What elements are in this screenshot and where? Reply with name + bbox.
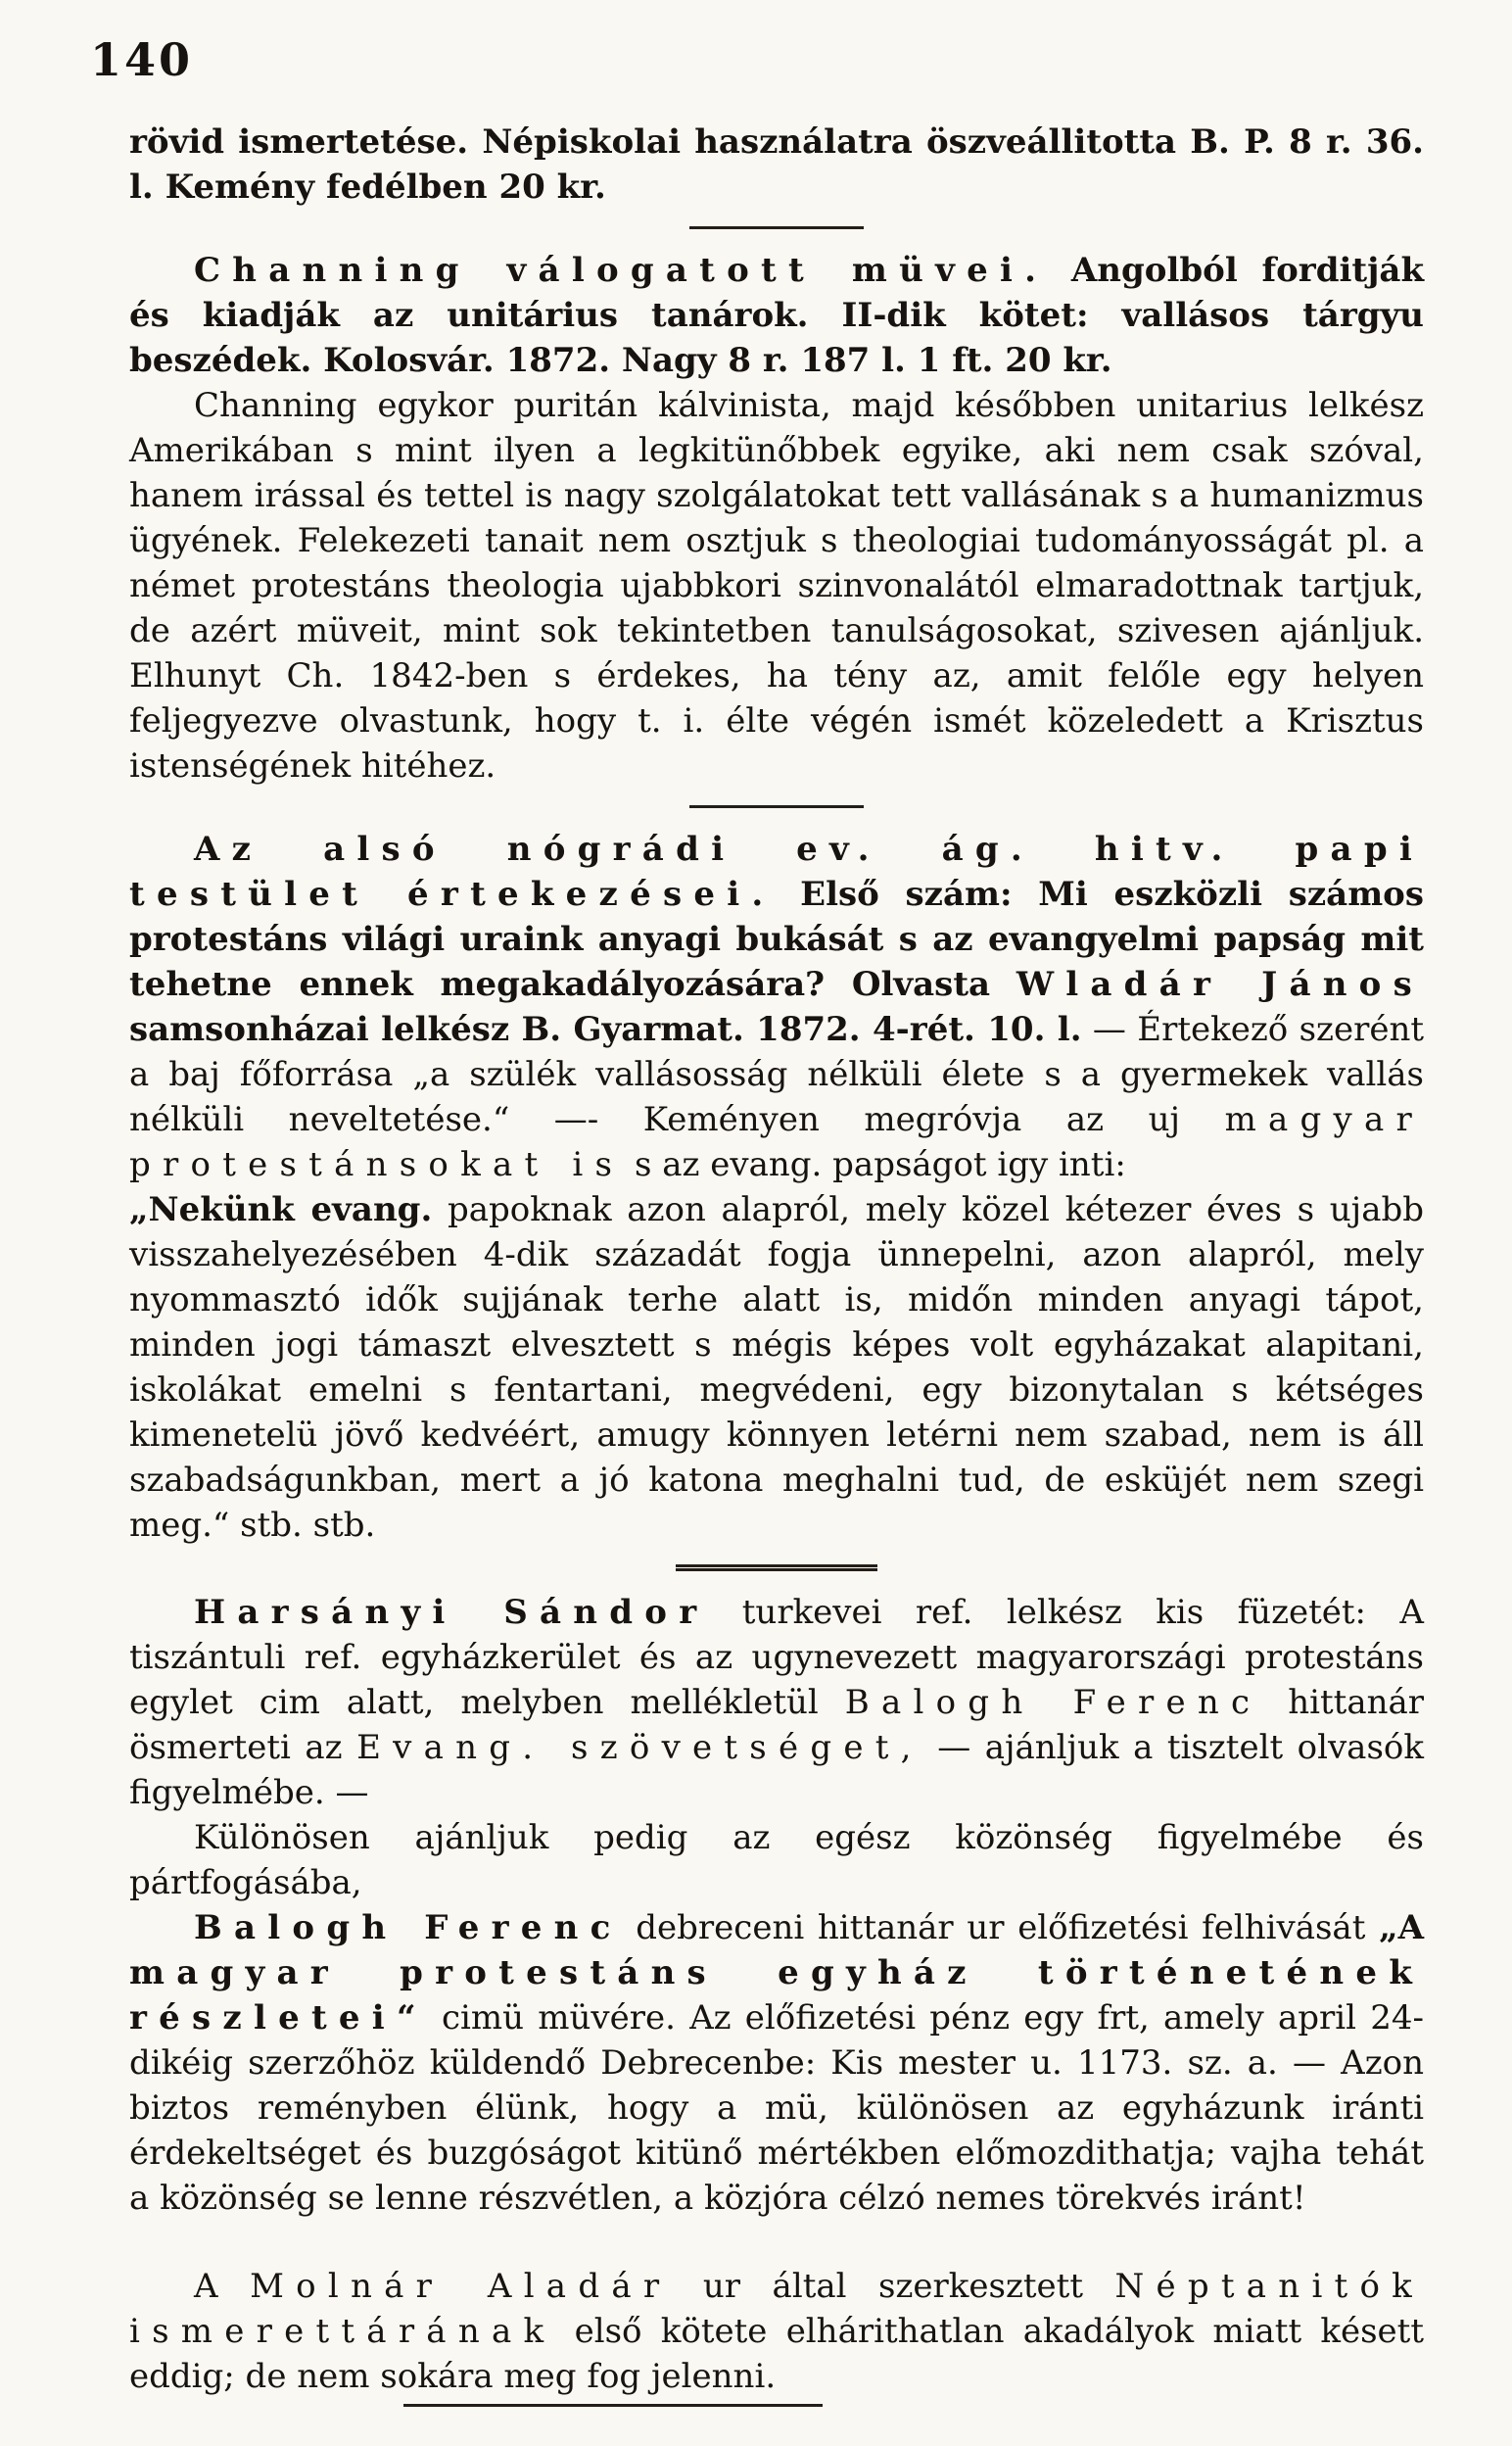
entry-text: hittanár ösmerteti az: [129, 1683, 1425, 1767]
quote-text: papoknak azon alapról, mely közel kétezer éves s ujabb visszahelyezésében 4-dik századát fogja ünnepelni, azon alapról, mely nyommasztó idők sujjának terhe alatt is, midőn minden anyagi tápot, minden jogi támaszt elvesztett s mégis képes volt egyházakat alapitani, iskolákat emelni s fentartani, megvédeni, egy bizonytalan s kétséges kimenetelü jövő kedvéért, amugy könnyen letérni nem szabad, nem is áll szabadságunkban, mert a jó katona meghalni tud, de esküjét nem szegi meg.“ stb. stb.: [129, 1190, 1424, 1545]
section-divider: [689, 226, 864, 229]
entry-text: — ajánljuk a tisztelt olvasók figyelmébe. —: [129, 1728, 1424, 1812]
quote-paragraph: [129, 1187, 1424, 1548]
work-title: magyar protestáns egyház történetének részletei“: [129, 1953, 1424, 2038]
entry-paragraph: [129, 2264, 1424, 2399]
entry-heading-review: [129, 827, 1424, 1187]
quote-lead: „Nekünk evang.: [129, 1190, 433, 1229]
entry-molnar: [129, 2264, 1424, 2407]
entry-text: turkevei ref. lelkész kis füzetét: A tiszántuli ref. egyházkerület és az ugynevezett magyarországi protestáns egylet cim alatt, melyben mellékletül: [129, 1593, 1424, 1722]
author-name: Wladár János: [1016, 965, 1424, 1004]
section-divider-double: [676, 1564, 877, 1571]
entry-paragraph: [129, 1905, 1424, 2221]
entry-heading: [129, 248, 1424, 383]
person-name: Balogh Ferenc: [844, 1683, 1262, 1722]
entry-text: A: [194, 2267, 218, 2306]
page-number: 140: [90, 33, 194, 86]
review-text: s az evang. papságot igy inti:: [635, 1145, 1126, 1184]
entry-channing: [129, 248, 1424, 789]
entry-text: első kötete elhárithatlan akadályok miatt késett eddig; de nem sokára meg fog jelenni.: [129, 2312, 1424, 2396]
work-title: Evang. szövetséget,: [356, 1728, 923, 1767]
entry-title: Channing válogatott müvei.: [194, 251, 1049, 290]
entry-balogh: [129, 1905, 1424, 2221]
entry-biblio: Angolból forditják és kiadják az unitárius tanárok. II-dik kötet: vallásos tárgyu beszédek. Kolosvár. 1872. Nagy 8 r. 187 l. 1 ft. 20 kr.: [129, 251, 1424, 380]
author-name: Molnár Aladár: [250, 2267, 672, 2306]
section-divider: [689, 805, 864, 808]
emphasized-phrase: magyar protestánsokat is: [129, 1100, 1425, 1184]
entry-review: [129, 383, 1424, 789]
entry-title: Az alsó nógrádi ev. ág. hitv. papi testület értekezései.: [129, 830, 1424, 914]
author-name: Balogh Ferenc: [194, 1908, 623, 1947]
intro-text: rövid ismertetése. Népiskolai használatra öszveállitotta B. P. 8 r. 36. l. Kemény fedélben 20 kr.: [129, 122, 1424, 207]
paragraph-intro: [129, 120, 1424, 210]
entry-text: debreceni hittanár ur előfizetési felhivását: [636, 1908, 1366, 1947]
end-divider: [403, 2404, 823, 2407]
entry-continuation: [129, 120, 1424, 210]
entry-harsanyi: [129, 1590, 1424, 1815]
entry-text: ur által szerkesztett: [702, 2267, 1083, 2306]
author-name: Harsányi Sándor: [194, 1593, 709, 1632]
entry-paragraph: [129, 1590, 1424, 1815]
entry-nogradi: [129, 827, 1424, 1548]
entry-text: Különösen ajánljuk pedig az egész közönség figyelmébe és pártfogásába,: [129, 1818, 1424, 1902]
quote-open: „A: [1379, 1908, 1424, 1947]
review-text: Channing egykor puritán kálvinista, majd későbben unitarius lelkész Amerikában s mint ilyen a legkitünőbbek egyike, aki nem csak szóval, hanem irással és tettel is nagy szolgálatokat tett vallásának s a humanizmus ügyének. Felekezeti tanait nem osztjuk s theologiai tudományosságát pl. a német protestáns theologia ujabbkori szinvonalától elmaradottnak tartjuk, de azért müveit, mint sok tekintetben tanulságosokat, szivesen ajánljuk. Elhunyt Ch. 1842-ben s érdekes, ha tény az, amit felőle egy helyen feljegyezve olvastunk, hogy t. i. élte végén ismét közeledett a Krisztus istenségének hitéhez.: [129, 386, 1424, 786]
paragraph-recommend: [129, 1815, 1424, 1905]
entry-text: cimü müvére. Az előfizetési pénz egy frt, amely april 24-dikéig szerzőhöz küldendő Debrecenbe: Kis mester u. 1173. sz. a. — Azon biztos reményben élünk, hogy a mü, különösen az egyházunk iránti érdekeltséget és buzgóságot kitünő mértékben előmozdithatja; vajha tehát a közönség se lenne részvétlen, a közjóra célzó nemes törekvés iránt!: [129, 1998, 1424, 2218]
entry-biblio: Első szám: Mi eszközli számos protestáns világi uraink anyagi bukását s az evangyelmi papság mit tehetne ennek megakadályozására? Olvasta: [129, 875, 1424, 1004]
entry-biblio-tail: samsonházai lelkész B. Gyarmat. 1872. 4-rét. 10. l.: [129, 1010, 1082, 1049]
work-title: Néptanitók ismerettárának: [129, 2267, 1425, 2351]
entry-recommendation: [129, 1815, 1424, 1905]
review-text: — Értekező szerént a baj főforrása „a szülék vallásosság nélküli élete s a gyermekek vallás nélküli neveltetése.“ —- Keményen megróvja az uj: [129, 1010, 1425, 1139]
